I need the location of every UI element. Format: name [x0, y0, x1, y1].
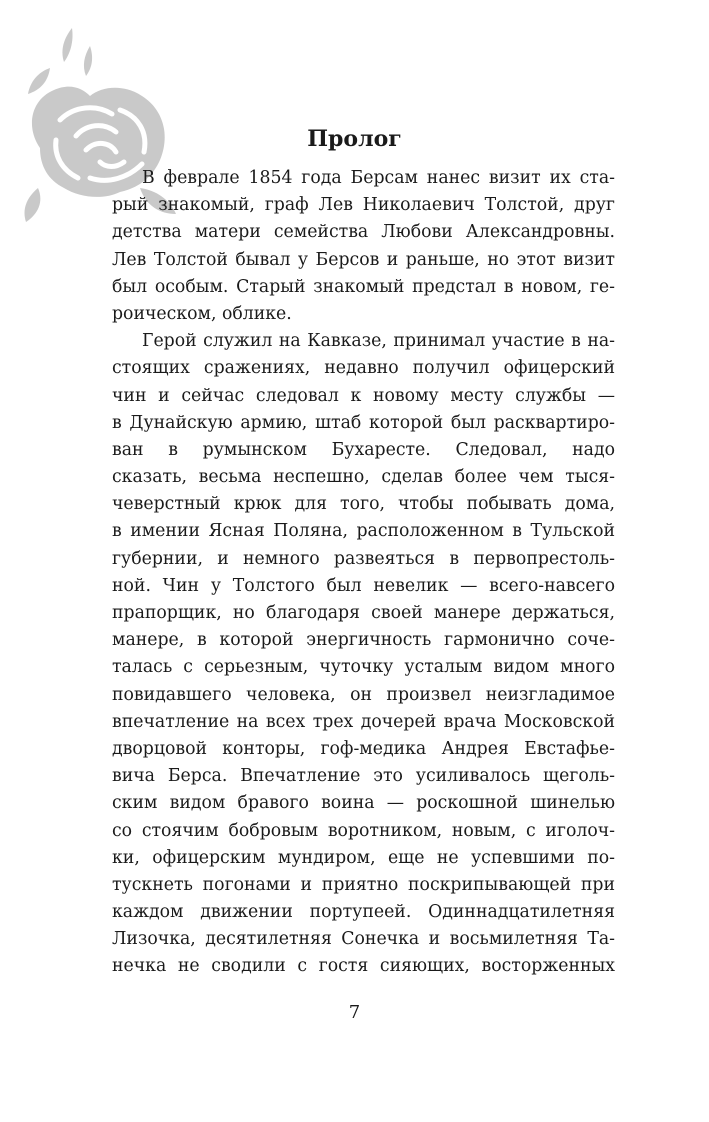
text-line: каждом движении портупеей. Одиннадцатилетняя: [112, 902, 615, 923]
text-line: прапорщик, но благодаря своей манере держаться,: [112, 603, 615, 623]
text-line: манере, в которой энергичность гармонично соче-: [112, 630, 615, 651]
text-line: губернии, и немного развеяться в первопрестоль-: [112, 548, 615, 569]
page-number: 7: [348, 1002, 361, 1023]
text-line: ки, офицерским мундиром, еще не успевшими по-: [112, 847, 615, 868]
text-line: повидавшего человека, он произвел неизгладимое: [112, 684, 615, 705]
text-line: Лев Толстой бывал у Берсов и раньше, но этот визит: [112, 249, 615, 270]
text-line: впечатление на всех трех дочерей врача Московской: [112, 711, 615, 732]
text-line: ной. Чин у Толстого был невелик — всего-навсего: [112, 575, 615, 596]
text-line: был особым. Старый знакомый предстал в новом, ге-: [112, 276, 615, 297]
text-line: чин и сейчас следовал к новому месту службы —: [112, 385, 615, 406]
text-line: Лизочка, десятилетняя Сонечка и восьмилетняя Та-: [112, 929, 615, 950]
text-line: со стоячим бобровым воротником, новым, с иголоч-: [112, 820, 615, 841]
text-line: Герой служил на Кавказе, принимал участие в на-: [142, 331, 615, 352]
text-line: сказать, весьма неспешно, сделав более чем тыся-: [112, 467, 615, 488]
chapter-title: Пролог: [307, 126, 402, 152]
text-line: в Дунайскую армию, штаб которой был расквартиро-: [112, 412, 615, 433]
body-text: [112, 165, 615, 981]
text-line: тускнеть погонами и приятно поскрипывающей при: [112, 874, 615, 895]
text-line: ским видом бравого воина — роскошной шинелью: [112, 793, 615, 814]
text-line: талась с серьезным, чуточку усталым видом много: [112, 657, 615, 678]
text-line: чеверстный крюк для того, чтобы побывать дома,: [112, 494, 615, 515]
text-line: нечка не сводили с гостя сияющих, восторженных: [112, 956, 615, 977]
text-line: детства матери семейства Любови Александровны.: [112, 222, 615, 243]
text-line: дворцовой конторы, гоф-медика Андрея Евстафье-: [112, 738, 615, 759]
text-line: ван в румынском Бухаресте. Следовал, надо: [112, 439, 615, 460]
text-line: вича Берса. Впечатление это усиливалось щеголь-: [112, 766, 615, 787]
text-line: стоящих сражениях, недавно получил офицерский: [112, 358, 615, 379]
text-line: В феврале 1854 года Берсам нанес визит их ста-: [142, 168, 615, 188]
text-line: в имении Ясная Поляна, расположенном в Тульской: [112, 521, 615, 542]
text-line: роическом, облике.: [112, 303, 292, 324]
text-line: рый знакомый, граф Лев Николаевич Толстой, друг: [112, 195, 615, 216]
